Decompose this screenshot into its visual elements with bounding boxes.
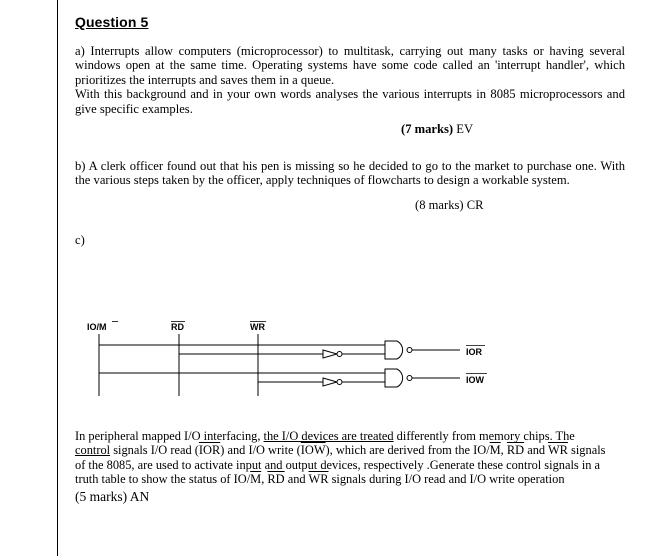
part-b-text: b) A clerk officer found out that his pen is missing so he decided to go to the market to purchase one. With the various steps taken by the officer, apply techniques of flowcharts to design a workable system. <box>75 159 625 188</box>
label-ior: IOR <box>466 347 483 357</box>
signal-m: $\overline{M}$ <box>489 443 501 458</box>
inverter-rd <box>323 350 337 358</box>
part-c-description <box>75 429 607 505</box>
label-wr: WR <box>250 322 265 332</box>
text-seg-underlined: control <box>75 443 111 458</box>
text-seg: , <box>261 472 268 487</box>
text-seg: signals I/O read ( <box>110 443 199 458</box>
part-a-marks <box>75 122 625 137</box>
inverter-wr-bubble <box>337 380 342 385</box>
part-a-instruction: With this background and in your own words analyses the various interrupts in 8085 microprocessors and give specific examples. <box>75 87 625 116</box>
signal-iow: $\overline{IOW}$ <box>300 443 326 458</box>
or-gate-2 <box>385 369 403 387</box>
part-a-marks-code: EV <box>453 122 474 137</box>
text-seg: signals of the 8085, are used to activate input and output devices, respectively .Generate these control signals in a truth table to show the status of IO/ <box>75 443 606 487</box>
io-control-logic-diagram <box>75 318 535 408</box>
text-seg: ), which are derived from the IO/ <box>325 443 490 458</box>
part-a-marks-value: (7 marks) <box>401 122 454 137</box>
text-seg: differently from memory chips. The <box>393 429 575 443</box>
signal-rd: $\overline{RD}$ <box>506 443 525 458</box>
part-c-text <box>75 429 607 487</box>
page-margin-line <box>57 0 58 556</box>
question-title: Question 5 <box>75 14 149 30</box>
part-a-text: a) Interrupts allow computers (microprocessor) to multitask, carrying out many tasks or having several windows open at the same time. Operating systems have some code called an 'interrupt handler', which prioritizes the interrupts and saves them in a queue. <box>75 44 625 87</box>
signal-ior: $\overline{IOR}$ <box>198 443 221 458</box>
text-seg: signals during I/O read and I/O write operation <box>328 472 565 487</box>
signal-wr: $\overline{WR}$ <box>308 472 329 487</box>
part-b-marks: (8 marks) CR <box>415 197 484 212</box>
signal-wr: $\overline{WR}$ <box>547 443 568 458</box>
or-gate-1 <box>385 341 403 359</box>
text-seg: and <box>284 472 309 487</box>
part-c-marks: (5 marks) AN <box>75 488 150 504</box>
inverter-rd-bubble <box>337 352 342 357</box>
question-content <box>75 14 625 248</box>
label-rd: RD <box>171 322 184 332</box>
text-seg-underlined: the I/O devices are treated <box>263 429 394 443</box>
text-seg: In peripheral mapped I/O interfacing, <box>75 429 264 443</box>
label-iow: IOW <box>466 375 484 385</box>
part-a <box>75 44 625 137</box>
signal-rd: $\overline{RD}$ <box>267 472 285 487</box>
text-seg: , <box>500 443 507 458</box>
part-b <box>75 159 625 213</box>
part-c-label: c) <box>75 232 85 247</box>
text-seg: and <box>524 443 548 458</box>
inverter-wr <box>323 378 337 386</box>
label-io-m: IO/M <box>87 322 107 332</box>
text-seg: ) and I/O write ( <box>220 443 301 458</box>
or-gate-1-bubble <box>407 348 412 353</box>
signal-m: $\overline{M}$ <box>250 472 262 487</box>
or-gate-2-bubble <box>407 376 412 381</box>
